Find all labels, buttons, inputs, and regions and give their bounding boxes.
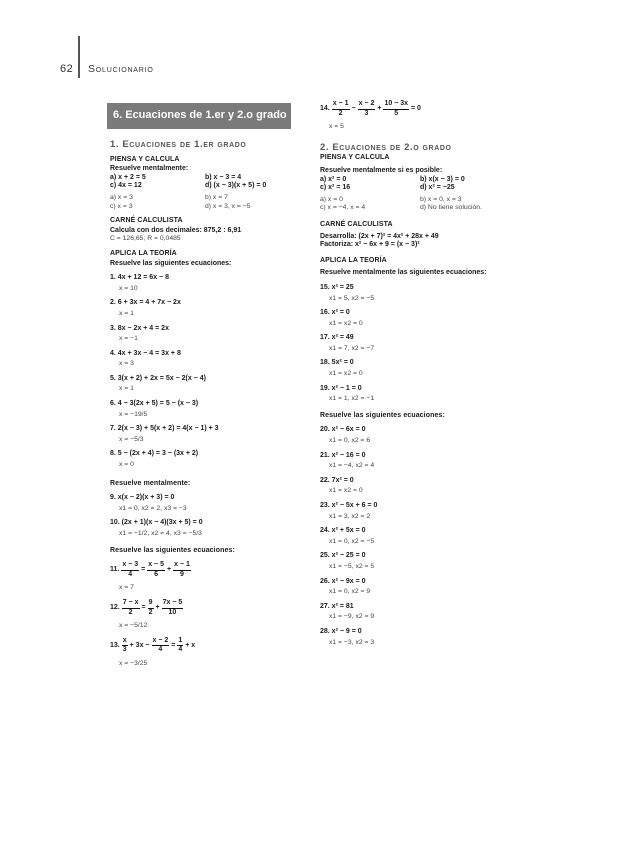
denominator: 3 [364, 109, 369, 117]
solution-item: x = −5/12 [119, 622, 148, 630]
exercise-item: 24. x² + 5x = 0 [320, 527, 366, 535]
chapter-title: 6. Ecuaciones de 1.er y 2.o grado [113, 109, 287, 121]
subheading: APLICA LA TEORÍA [320, 256, 387, 264]
numerator: x [122, 637, 128, 647]
exercise-item: c) 4x = 12 [110, 182, 142, 190]
fraction-exercise: 12. $\frac{7 - x}{2}$ = $\frac{9}{2}$ + $\frac{7x - 5}{10}$ [110, 598, 183, 616]
instruction: Desarrolla: (2x + 7)² = 4x² + 28x + 49 [320, 232, 439, 240]
exercise-item: 1. 4x + 12 = 6x − 8 [110, 274, 169, 282]
instruction: Resuelve las siguientes ecuaciones: [320, 411, 445, 419]
solution-item: x1 = 1, x2 = −1 [329, 395, 375, 403]
numerator: 7x − 5 [162, 599, 184, 609]
solution-item: x1 = 5, x2 = −5 [329, 294, 375, 302]
denominator: 5 [394, 109, 399, 117]
exercise-number: 12. [110, 603, 120, 611]
denominator: 2 [148, 608, 153, 616]
solution-item: C = 126,65; R = 0,0485 [110, 235, 181, 243]
subheading: PIENSA Y CALCULA [320, 154, 390, 162]
exercise-item: 22. 7x² = 0 [320, 476, 354, 484]
solution-item: c) x = −4, x = 4 [320, 204, 366, 212]
subheading: CARNÉ CALCULISTA [320, 220, 393, 228]
exercise-item: a) x² = 0 [320, 175, 347, 183]
solution-item: x1 = 7, x2 = −7 [329, 344, 375, 352]
solution-item: x1 = 3, x2 = 2 [329, 512, 371, 520]
exercise-item: 8. 5 − (2x + 4) = 3 − (3x + 2) [110, 450, 199, 458]
solution-grid [110, 194, 300, 211]
exercise-item: 26. x² − 9x = 0 [320, 577, 366, 585]
exercise-item: 21. x² − 16 = 0 [320, 451, 366, 459]
solution-item: x1 = −5, x2 = 5 [329, 562, 375, 570]
numerator: x − 5 [147, 561, 165, 571]
solution-item: x1 = x2 = 0 [329, 319, 363, 327]
solution-item: x1 = −4, x2 = 4 [329, 462, 375, 470]
solution-item: x = −3/25 [119, 659, 148, 667]
exercise-item: 6. 4 − 3(2x + 5) = 5 − (x − 3) [110, 400, 199, 408]
exercise-item: 28. x² − 9 = 0 [320, 627, 362, 635]
exercise-item: c) x² = 16 [320, 184, 351, 192]
fraction-exercise: 14. $\frac{x - 1}{2}$ − $\frac{x - 2}{3}$ + $\frac{10 - 3x}{5}$ = 0 [320, 100, 421, 117]
instruction: Resuelve las siguientes ecuaciones: [110, 546, 235, 554]
denominator: 2 [128, 608, 133, 616]
denominator: 9 [180, 570, 184, 578]
fraction-exercise: 13. $\frac{x}{3}$ + 3x − $\frac{x - 2}{4}$ = $\frac{1}{4}$ + x [110, 636, 196, 654]
numerator: 9 [148, 599, 154, 609]
instruction: Calcula con dos decimales: 875,2 : 6,91 [110, 226, 242, 234]
exercise-number: 13. [110, 641, 120, 649]
page-number: 62 [60, 63, 74, 75]
solution-item: x = −1 [119, 335, 138, 343]
exercise-item: 25. x² − 25 = 0 [320, 552, 366, 560]
subheading: PIENSA Y CALCULA [110, 155, 180, 163]
solution-item: x = 1 [119, 309, 134, 317]
right-column [320, 100, 520, 647]
solution-item: x = −19/5 [119, 410, 148, 418]
numerator: 1 [177, 637, 183, 647]
exercise-item: b) x − 3 = 4 [205, 173, 242, 181]
solution-item: x1 = −3, x2 = 3 [329, 638, 375, 646]
exercise-item: 23. x² − 5x + 6 = 0 [320, 502, 378, 509]
header-section: Solucionario [88, 63, 154, 75]
denominator: 6 [154, 570, 159, 578]
instruction: Resuelve mentalmente: [110, 479, 191, 487]
fraction-exercise: 11. $\frac{x - 3}{4}$ = $\frac{x - 5}{6}$ + $\frac{x - 1}{9}$ [110, 561, 190, 578]
solution-item: d) x = 3, x = −5 [205, 202, 251, 210]
section-title: 2. Ecuaciones de 2.o grado [320, 141, 452, 153]
numerator: 7 − x [122, 599, 140, 609]
denominator: 3 [122, 646, 127, 654]
instruction: Factoriza: x² − 6x + 9 = (x − 3)² [320, 241, 420, 249]
solution-item: x = 0 [119, 461, 134, 469]
operator: + x [185, 641, 196, 649]
subheading: CARNÉ CALCULISTA [110, 217, 183, 225]
operator: + 3x − [129, 641, 150, 649]
numerator: x − 2 [358, 100, 376, 110]
exercise-item: 27. x² = 81 [320, 602, 354, 610]
exercise-item: 16. x² = 0 [320, 309, 350, 317]
exercise-item: a) x + 2 = 5 [110, 173, 146, 181]
exercise-grid [110, 174, 300, 191]
solution-item: x1 = x2 = 0 [329, 370, 363, 378]
exercise-item: 5. 3(x + 2) + 2x = 5x − 2(x − 4) [110, 374, 206, 382]
chapter-banner [107, 103, 291, 129]
numerator: x − 1 [332, 100, 350, 110]
exercise-item: d) x² = −25 [420, 184, 455, 192]
numerator: 10 − 3x [383, 100, 409, 110]
denominator: 4 [128, 570, 133, 578]
solution-item: a) x = 0 [320, 195, 343, 203]
instruction: Resuelve mentalmente: [110, 165, 189, 173]
exercise-item: 19. x² − 1 = 0 [320, 384, 362, 392]
denominator: 2 [338, 109, 343, 117]
header-divider [78, 36, 80, 78]
exercise-item: 2. 6 + 3x = 4 + 7x − 2x [110, 299, 181, 307]
denominator: 4 [178, 646, 183, 654]
exercise-item: 4. 4x + 3x − 4 = 3x + 8 [110, 349, 181, 357]
solution-item: x = −5/3 [119, 435, 144, 443]
solution-item: x = 7 [119, 584, 134, 592]
solution-item: x = 5 [329, 123, 344, 131]
solution-item: x = 3 [119, 360, 134, 368]
numerator: x − 2 [152, 637, 170, 647]
denominator: 10 [168, 608, 177, 616]
solution-grid [320, 196, 520, 213]
instruction: Resuelve mentalmente si es posible: [320, 166, 443, 174]
solution-item: x = 1 [119, 385, 134, 393]
solution-item: x1 = 0, x2 = 9 [329, 588, 371, 596]
exercise-item: 15. x² = 25 [320, 283, 354, 291]
solution-item: b) x = 0, x = 3 [420, 195, 462, 203]
instruction: Resuelve mentalmente las siguientes ecuaciones: [320, 269, 487, 277]
exercise-item: b) x(x − 3) = 0 [420, 175, 465, 183]
solution-item: b) x = 7 [205, 193, 228, 201]
numerator: x − 1 [173, 561, 191, 571]
subheading: APLICA LA TEORÍA [110, 249, 177, 257]
exercise-item: d) (x − 3)(x + 5) = 0 [205, 182, 267, 190]
exercise-item: 7. 2(x − 3) + 5(x + 2) = 4(x − 1) + 3 [110, 425, 219, 433]
section-title: 1. Ecuaciones de 1.er grado [110, 139, 247, 150]
solution-item: x1 = x2 = 0 [329, 487, 363, 495]
solution-item: x1 = −1/2, x2 = 4, x3 = −5/3 [119, 530, 202, 537]
solution-item: a) x = 3 [110, 193, 133, 201]
exercise-number: 11. [110, 565, 120, 573]
solution-item: x1 = 0, x2 = −5 [329, 537, 375, 545]
denominator: 4 [158, 646, 163, 654]
numerator: x − 3 [121, 561, 139, 571]
solution-item: x1 = 0, x2 = 6 [329, 437, 371, 445]
left-column [110, 141, 300, 669]
solution-item: d) No tiene solución. [420, 204, 482, 212]
exercise-item: 17. x² = 49 [320, 334, 354, 342]
solution-item: x1 = −9, x2 = 9 [329, 613, 375, 621]
solution-item: x1 = 0, x2 = 2, x3 = −3 [119, 504, 187, 512]
exercise-item: 9. x(x − 2)(x + 3) = 0 [110, 494, 175, 502]
instruction: Resuelve las siguientes ecuaciones: [110, 259, 232, 267]
solution-item: c) x = 3 [110, 202, 133, 210]
exercise-item: 18. 5x² = 0 [320, 359, 354, 367]
solution-item: x = 10 [119, 284, 138, 292]
exercise-item: 10. (2x + 1)(x − 4)(3x + 5) = 0 [110, 519, 203, 527]
exercise-item: 20. x² − 6x = 0 [320, 426, 366, 434]
exercise-grid [320, 176, 520, 193]
exercise-item: 3. 8x − 2x + 4 = 2x [110, 324, 169, 332]
exercise-number: 14. [320, 104, 330, 112]
